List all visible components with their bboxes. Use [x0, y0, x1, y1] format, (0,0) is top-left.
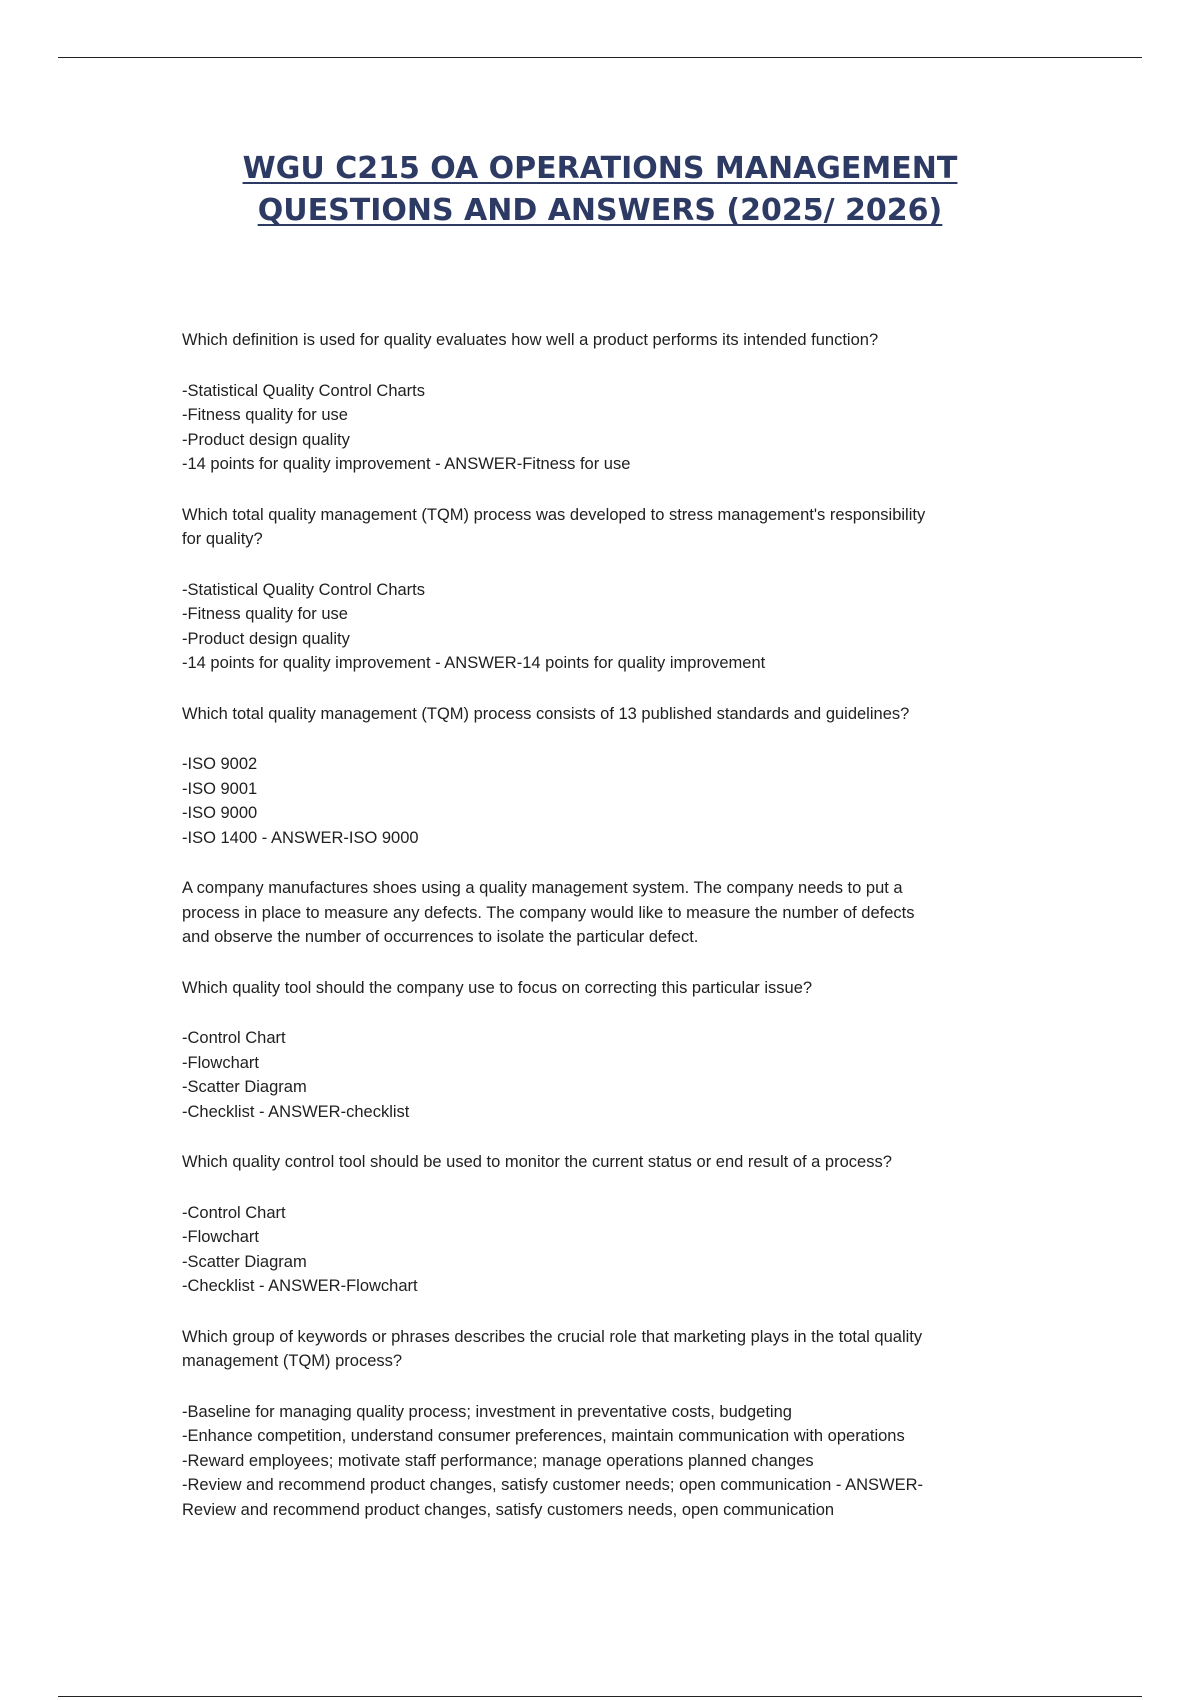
text-line: and observe the number of occurrences to isolate the particular defect. — [182, 928, 699, 946]
text-line: -Flowchart — [182, 1228, 260, 1246]
text-line: -ISO 9000 — [182, 804, 258, 822]
text-line: -Flowchart — [182, 1053, 260, 1072]
text-line: -Scatter Diagram — [182, 1252, 307, 1271]
qa-paragraph — [182, 328, 1032, 353]
text-line: -Scatter Diagram — [182, 1078, 307, 1096]
title-line-1: WGU C215 OA OPERATIONS MANAGEMENT — [242, 151, 958, 186]
text-line: -14 points for quality improvement - ANSWER-14 points for quality improvement — [182, 654, 766, 672]
text-line: -ISO 9001 — [182, 779, 258, 798]
text-line: Which total quality management (TQM) process was developed to stress management's responsibility — [182, 505, 926, 524]
text-line: -ISO 9002 — [182, 755, 258, 773]
qa-paragraph — [182, 379, 1032, 477]
text-line: A company manufactures shoes using a quality management system. The company needs to put a — [182, 879, 903, 897]
qa-paragraph — [182, 503, 1032, 552]
text-line: -Product design quality — [182, 430, 350, 449]
page-title — [0, 148, 1200, 232]
text-line: for quality? — [182, 530, 263, 548]
text-line: Which total quality management (TQM) process consists of 13 published standards and guidelines? — [182, 704, 910, 723]
qa-paragraph — [182, 1026, 1032, 1124]
text-line: -Fitness quality for use — [182, 605, 348, 623]
text-line: -Product design quality — [182, 629, 350, 648]
text-line: -Statistical Quality Control Charts — [182, 580, 425, 599]
text-line: -Checklist - ANSWER-checklist — [182, 1102, 410, 1121]
text-line: -14 points for quality improvement - ANSWER-Fitness for use — [182, 455, 631, 473]
qa-paragraph — [182, 1201, 1032, 1299]
text-line: Which definition is used for quality evaluates how well a product performs its intended function? — [182, 331, 879, 349]
text-line: Which quality tool should the company use to focus on correcting this particular issue? — [182, 978, 813, 997]
qa-paragraph — [182, 876, 1032, 950]
text-line: -Enhance competition, understand consumer preferences, maintain communication with operations — [182, 1427, 905, 1445]
qa-paragraph — [182, 1150, 1032, 1175]
text-line: -Fitness quality for use — [182, 406, 348, 424]
text-line: -Control Chart — [182, 1029, 286, 1047]
qa-paragraph — [182, 1400, 1032, 1523]
qa-paragraph — [182, 702, 1032, 727]
title-line-2: QUESTIONS AND ANSWERS (2025/ 2026) — [257, 193, 943, 228]
qa-paragraph — [182, 1325, 1032, 1374]
text-line: -ISO 1400 - ANSWER-ISO 9000 — [182, 828, 419, 847]
qa-paragraph — [182, 578, 1032, 676]
text-line: -Baseline for managing quality process; investment in preventative costs, budgeting — [182, 1402, 792, 1421]
top-rule — [58, 57, 1142, 58]
text-line: Which group of keywords or phrases describes the crucial role that marketing plays in the total quality — [182, 1327, 923, 1346]
qa-paragraph — [182, 752, 1032, 850]
text-line: Which quality control tool should be used to monitor the current status or end result of a process? — [182, 1153, 892, 1171]
text-line: management (TQM) process? — [182, 1352, 403, 1370]
text-line: -Checklist - ANSWER-Flowchart — [182, 1277, 418, 1295]
text-line: -Review and recommend product changes, satisfy customer needs; open communication - ANSWER- — [182, 1476, 923, 1494]
bottom-rule — [58, 1696, 1142, 1697]
text-line: -Control Chart — [182, 1203, 286, 1222]
text-line: Review and recommend product changes, satisfy customers needs, open communication — [182, 1500, 835, 1519]
text-line: -Reward employees; motivate staff performance; manage operations planned changes — [182, 1451, 814, 1470]
text-line: process in place to measure any defects. The company would like to measure the number of defects — [182, 903, 915, 922]
qa-paragraph — [182, 976, 1032, 1001]
qa-content — [182, 328, 1032, 1548]
text-line: -Statistical Quality Control Charts — [182, 381, 425, 400]
